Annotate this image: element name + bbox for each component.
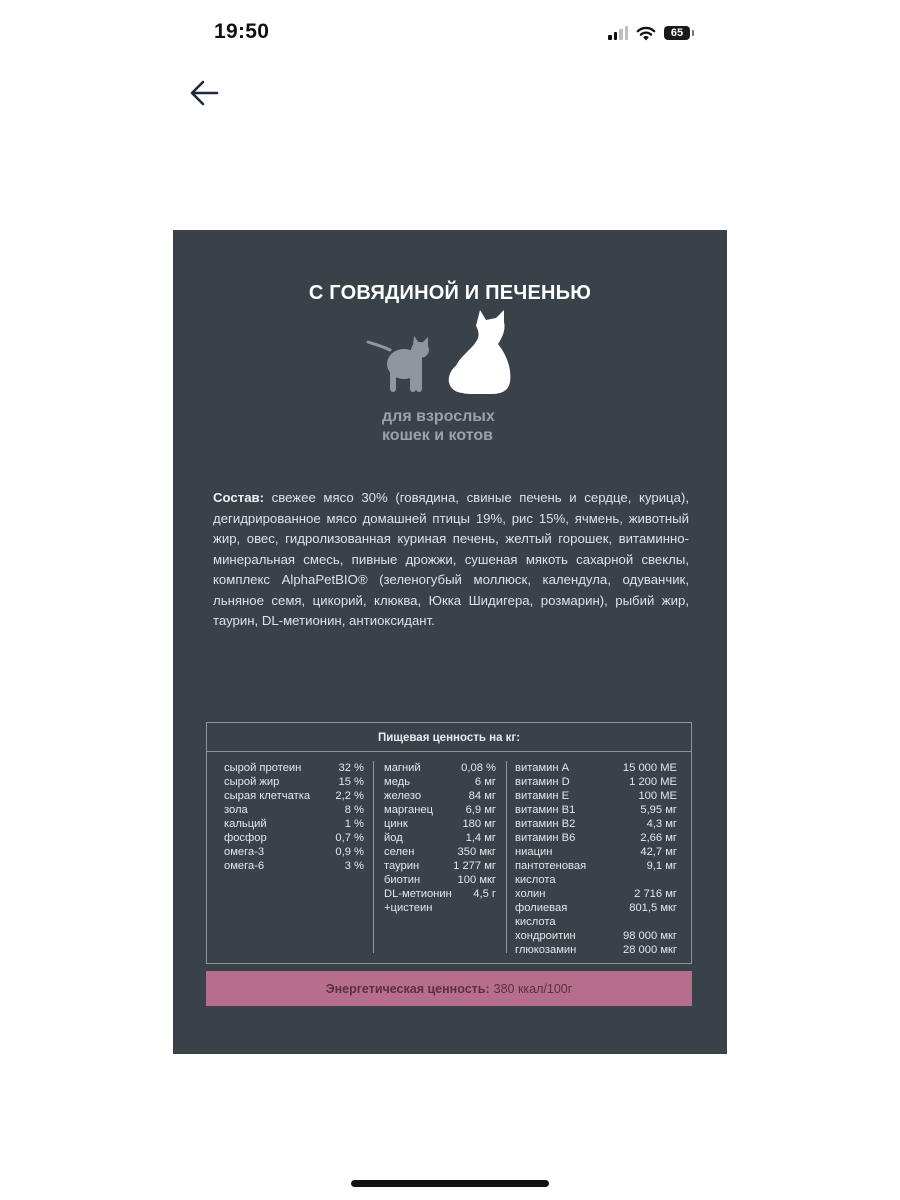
nutrient-value: 15 000 МЕ [622, 762, 677, 774]
nutrition-column-minerals [384, 761, 496, 915]
signal-icon [608, 26, 628, 40]
nutrition-row [515, 943, 677, 957]
nutrient-value: 1,4 мг [465, 832, 496, 844]
energy-label: Энергетическая ценность: [325, 981, 490, 996]
cats-illustration [366, 306, 536, 398]
cat-icon [452, 310, 511, 394]
nutrient-value: 32 % [338, 762, 364, 774]
nutrition-header: Пищевая ценность на кг: [377, 732, 521, 744]
nutrition-row [384, 761, 496, 775]
nutrient-name: витамин A [515, 762, 570, 774]
nutrient-name: биотин [384, 874, 421, 886]
product-title: С ГОВЯДИНОЙ И ПЕЧЕНЬЮ [308, 282, 592, 304]
wifi-icon [636, 26, 656, 41]
nutrient-value: 42,7 мг [640, 846, 677, 858]
nutrient-value: 4,5 г [473, 888, 496, 900]
nutrient-value: 2,2 % [335, 790, 364, 802]
nutrient-value: 6 мг [474, 776, 496, 788]
nutrient-name: йод [384, 832, 403, 844]
nutrition-row [224, 789, 364, 803]
nutrition-row [515, 859, 677, 887]
nutrient-name: хондроитин [515, 930, 576, 942]
nutrition-row [384, 887, 496, 915]
status-icons [608, 22, 690, 44]
nutrient-name: фолиевая кислота [515, 902, 568, 928]
energy-value-bar [206, 971, 692, 1006]
nutrient-value: 28 000 мкг [623, 944, 677, 956]
nutrient-name: сырой жир [224, 776, 280, 788]
kitten-icon [368, 336, 429, 392]
nutrient-value: 2,66 мг [640, 832, 677, 844]
nutrient-name: витамин E [515, 790, 570, 802]
nutrient-name: ниацин [515, 846, 553, 858]
nutrition-row [384, 845, 496, 859]
nutrient-name: DL-метионин +цистеин [384, 888, 452, 914]
nutrition-row [515, 761, 677, 775]
nutrition-column-macro [224, 761, 364, 873]
nutrient-name: магний [384, 762, 421, 774]
nutrient-name: холин [515, 888, 546, 900]
nutrient-value: 15 % [338, 776, 364, 788]
nutrition-row [384, 817, 496, 831]
nutrient-value: 6,9 мг [465, 804, 496, 816]
nutrition-row [515, 803, 677, 817]
product-subtitle [382, 407, 582, 445]
energy-value: 380 ккал/100г [493, 981, 573, 996]
nutrition-row [515, 775, 677, 789]
nutrient-value: 0,08 % [461, 762, 496, 774]
composition-body: свежее мясо 30% (говядина, свиные печень и сердце, курица), дегидрированное мясо домашней птицы 19%, рис 15%, ячмень, животный жир, овес, гидролизованная куриная печень, желтый горошек, витаминно-минеральная смесь, пивные дрожжи, сушеная мякоть сахарной свеклы, комплекс AlphaPetBIO® (зеленогубый моллюск, календула, одуванчик, льняное семя, цикорий, клюква, Юкка Шидигера, розмарин), рыбий жир, таурин, DL-метионин, антиоксидант. [213, 490, 689, 628]
nutrition-row [515, 831, 677, 845]
nutrient-name: глюкозамин [515, 944, 577, 956]
nutrition-row [384, 803, 496, 817]
nutrition-row [224, 831, 364, 845]
nutrient-value: 1 277 мг [453, 860, 496, 872]
nutrition-row [384, 859, 496, 873]
nutrition-row [384, 831, 496, 845]
nutrition-row [515, 929, 677, 943]
nutrient-value: 100 МЕ [638, 790, 677, 802]
nutrition-row [384, 775, 496, 789]
nutrient-name: сырой протеин [224, 762, 302, 774]
status-bar [0, 0, 900, 70]
divider [373, 761, 374, 953]
nutrition-row [515, 845, 677, 859]
nutrient-name: зола [224, 804, 248, 816]
nutrient-name: омега-3 [224, 846, 265, 858]
nutrient-value: 180 мг [462, 818, 496, 830]
nutrient-name: железо [384, 790, 422, 802]
nutrient-value: 84 мг [468, 790, 496, 802]
nutrition-row [515, 817, 677, 831]
status-time: 19:50 [214, 20, 270, 43]
home-indicator[interactable] [351, 1180, 549, 1187]
nutrient-value: 1 200 МЕ [629, 776, 677, 788]
subtitle-line: для взрослых [382, 408, 495, 425]
nutrient-value: 350 мкг [457, 846, 496, 858]
nutrition-row [224, 817, 364, 831]
nutrition-row [224, 859, 364, 873]
nutrition-row [515, 901, 677, 929]
arrow-left-icon [188, 76, 222, 110]
nutrition-row [384, 789, 496, 803]
nutrient-name: витамин D [515, 776, 570, 788]
nutrition-row [384, 873, 496, 887]
nutrition-row [224, 775, 364, 789]
nutrient-name: таурин [384, 860, 420, 872]
nutrient-value: 8 % [344, 804, 364, 816]
battery-icon [664, 26, 690, 40]
nutrient-value: 4,3 мг [646, 818, 677, 830]
nutrient-name: пантотеновая кислота [515, 860, 587, 886]
nutrient-name: кальций [224, 818, 267, 830]
nutrient-name: витамин B6 [515, 832, 576, 844]
composition-label: Состав: [213, 490, 265, 505]
back-button[interactable] [188, 76, 222, 110]
nutrition-row [515, 789, 677, 803]
nutrient-value: 100 мкг [457, 874, 496, 886]
nutrition-row [515, 887, 677, 901]
battery-level: 65 [670, 26, 684, 39]
composition-text [213, 488, 689, 632]
nutrient-value: 801,5 мкг [629, 902, 677, 914]
nutrient-value: 9,1 мг [646, 860, 677, 872]
nutrition-column-vitamins [515, 761, 677, 957]
nutrient-value: 98 000 мкг [623, 930, 677, 942]
nutrient-name: селен [384, 846, 415, 858]
nutrition-row [224, 761, 364, 775]
nutrient-name: витамин B2 [515, 818, 576, 830]
nutrient-value: 1 % [344, 818, 364, 830]
nutrient-name: фосфор [224, 832, 267, 844]
divider [506, 761, 507, 953]
nutrient-value: 0,9 % [335, 846, 364, 858]
nutrient-value: 5,95 мг [640, 804, 677, 816]
nutrient-value: 0,7 % [335, 832, 364, 844]
nutrient-name: медь [384, 776, 411, 788]
divider [207, 751, 691, 752]
nutrition-table [206, 722, 692, 964]
nutrient-value: 3 % [344, 860, 364, 872]
nutrition-row [224, 803, 364, 817]
nutrient-name: сырая клетчатка [224, 790, 311, 802]
nutrient-name: витамин B1 [515, 804, 576, 816]
nutrient-name: цинк [384, 818, 408, 830]
nutrient-value: 2 716 мг [634, 888, 677, 900]
nutrition-row [224, 845, 364, 859]
nutrient-name: омега-6 [224, 860, 265, 872]
nutrient-name: марганец [384, 804, 433, 816]
subtitle-line: кошек и котов [382, 427, 493, 444]
